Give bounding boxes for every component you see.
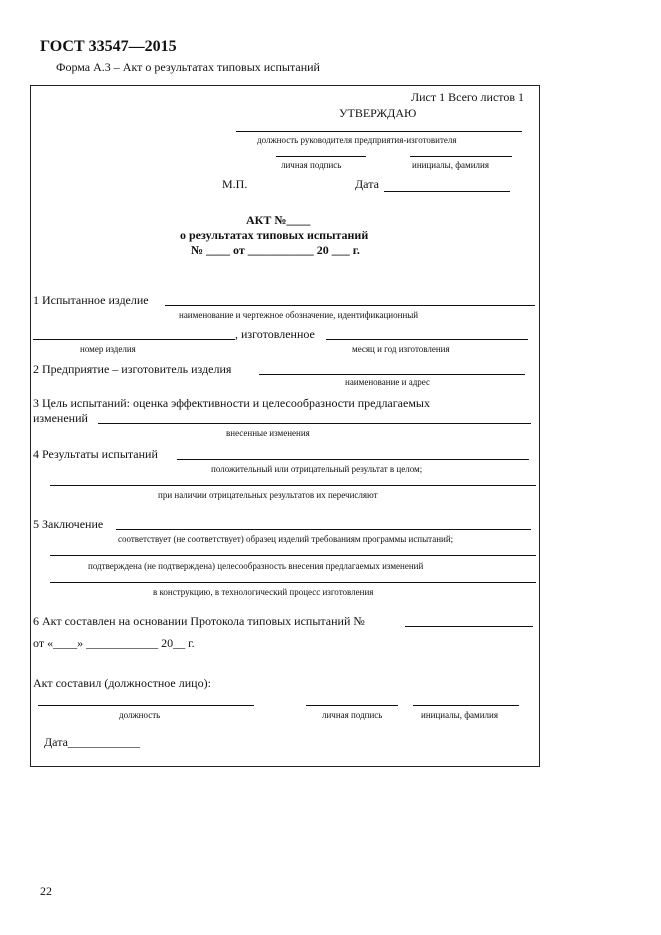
item5-caption3: в конструкцию, в технологический процесс изготовления bbox=[153, 587, 374, 597]
item1-number-caption: номер изделия bbox=[80, 344, 136, 354]
item3-caption: внесенные изменения bbox=[226, 428, 310, 438]
item4-label: 4 Результаты испытаний bbox=[33, 447, 158, 461]
approve-label: УТВЕРЖДАЮ bbox=[339, 106, 417, 120]
form-title: Форма А.3 – Акт о результатах типовых испытаний bbox=[56, 60, 320, 74]
standard-title: ГОСТ 33547—2015 bbox=[40, 38, 177, 55]
item4-caption2: при наличии отрицательных результатов их перечисляют bbox=[158, 490, 378, 500]
position-line bbox=[236, 131, 522, 132]
date-line bbox=[384, 191, 510, 192]
item3-label: 3 Цель испытаний: оценка эффективности и целесообразности предлагаемых bbox=[33, 396, 430, 410]
initials2-caption: инициалы, фамилия bbox=[421, 710, 498, 720]
item1-month-line bbox=[326, 339, 528, 340]
form-frame bbox=[30, 85, 540, 767]
item1-month-caption: месяц и год изготовления bbox=[352, 344, 450, 354]
initials2-line bbox=[413, 705, 519, 706]
page-number: 22 bbox=[40, 884, 52, 898]
item6-label: 6 Акт составлен на основании Протокола типовых испытаний № bbox=[33, 614, 365, 628]
item4-line2 bbox=[50, 485, 536, 486]
signature-line bbox=[276, 156, 366, 157]
stamp-label: М.П. bbox=[222, 177, 248, 191]
item2-line bbox=[259, 374, 525, 375]
signature2-line bbox=[306, 705, 398, 706]
item1-line bbox=[165, 305, 535, 306]
item5-line2 bbox=[50, 555, 536, 556]
post-caption: должность bbox=[119, 710, 161, 720]
signature-caption: личная подпись bbox=[281, 160, 342, 170]
item5-caption1: соответствует (не соответствует) образец изделий требованиям программы испытаний; bbox=[118, 534, 454, 544]
act-title: АКТ №____ bbox=[246, 213, 311, 227]
item4-line bbox=[177, 459, 529, 460]
act-number-line: № ____ от ___________ 20 ___ г. bbox=[191, 243, 360, 257]
item5-line bbox=[116, 529, 531, 530]
item4-caption1: положительный или отрицательный результат в целом; bbox=[211, 464, 423, 474]
post-line bbox=[38, 705, 254, 706]
item5-caption2: подтверждена (не подтверждена) целесообразность внесения предлагаемых изменений bbox=[88, 561, 424, 571]
item1-caption: наименование и чертежное обозначение, идентификационный bbox=[179, 310, 419, 320]
item3-label-cont: изменений bbox=[33, 411, 88, 425]
item1-made-label: , изготовленное bbox=[235, 327, 315, 341]
date-bottom: Дата____________ bbox=[44, 735, 140, 749]
item6-number-line bbox=[405, 626, 533, 627]
item6-date: от «____» ____________ 20__ г. bbox=[33, 636, 195, 650]
compiled-by-label: Акт составил (должностное лицо): bbox=[33, 676, 211, 690]
item3-line bbox=[98, 423, 531, 424]
item5-label: 5 Заключение bbox=[33, 517, 104, 531]
item1-number-line bbox=[33, 339, 235, 340]
initials-line bbox=[410, 156, 512, 157]
initials-caption: инициалы, фамилия bbox=[412, 160, 489, 170]
date-label: Дата bbox=[355, 177, 379, 191]
signature2-caption: личная подпись bbox=[322, 710, 383, 720]
act-subtitle: о результатах типовых испытаний bbox=[180, 228, 369, 242]
item2-caption: наименование и адрес bbox=[345, 377, 430, 387]
item5-line3 bbox=[50, 582, 536, 583]
position-caption: должность руководителя предприятия-изготовителя bbox=[257, 135, 457, 145]
item1-label: 1 Испытанное изделие bbox=[33, 293, 149, 307]
item2-label: 2 Предприятие – изготовитель изделия bbox=[33, 362, 232, 376]
sheet-info: Лист 1 Всего листов 1 bbox=[411, 90, 525, 104]
